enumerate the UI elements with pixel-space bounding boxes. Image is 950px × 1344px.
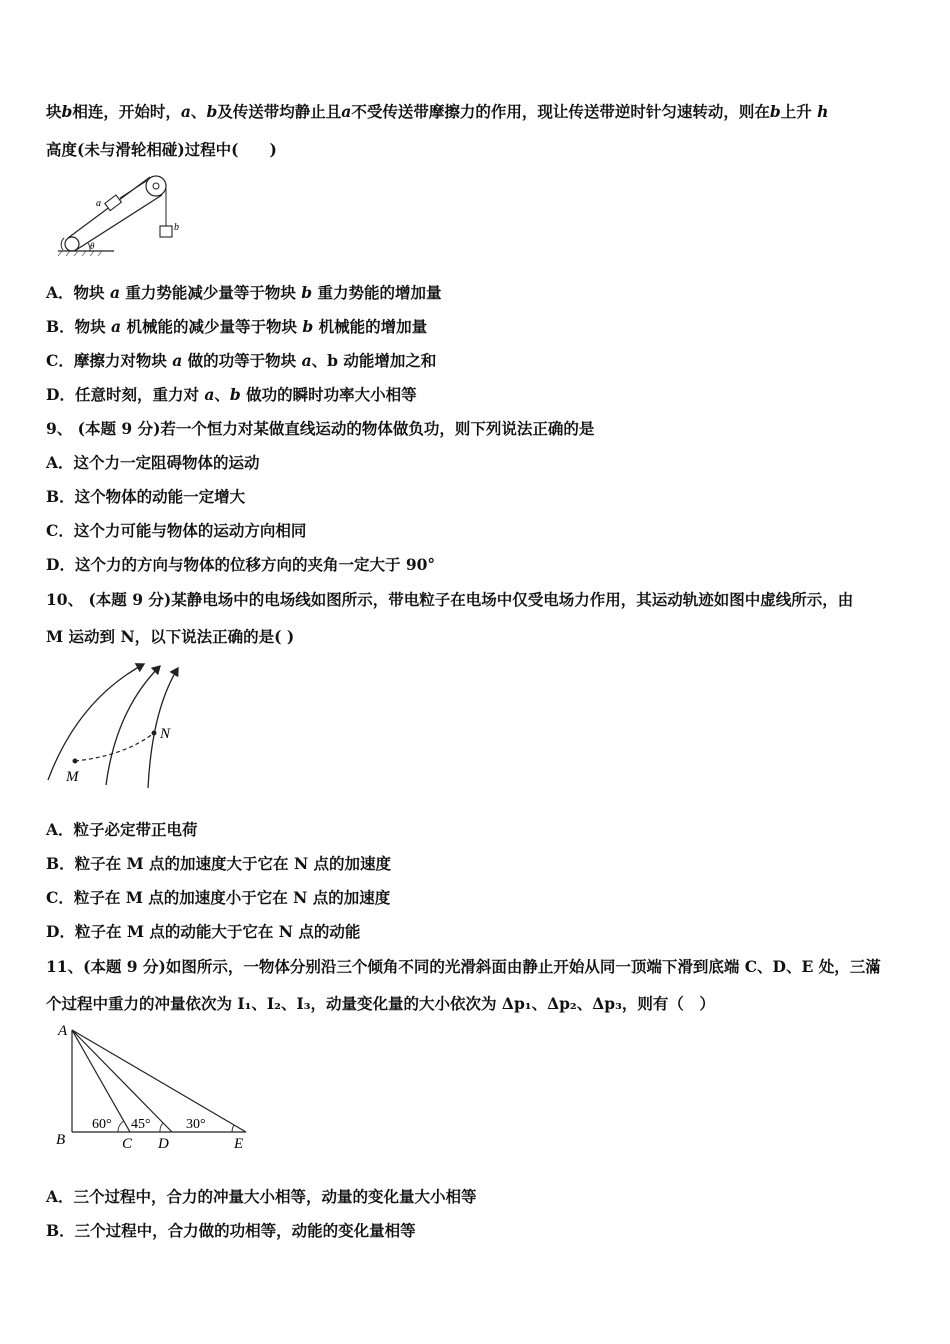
q11-option-a: A．三个过程中，合力的冲量大小相等，动量的变化量大小相等 — [46, 1187, 477, 1206]
q8-option-d: D．任意时刻，重力对 a、b 做功的瞬时功率大小相等 — [46, 385, 417, 404]
text-run: 相连，开始时， — [72, 102, 181, 121]
incline-45 — [72, 1030, 172, 1132]
label-45: 45° — [131, 1117, 151, 1132]
label-theta: θ — [90, 241, 95, 251]
label-m: M — [66, 769, 79, 785]
upper-pulley-axle — [153, 183, 159, 189]
rope-a — [120, 180, 148, 198]
q10-stem-line1: 10、 (本题 9 分)某静电场中的电场线如图所示，带电粒子在电场中仅受电场力作用，其运动轨迹如图中虚线所示，由 — [46, 590, 854, 609]
rotation-arc — [61, 238, 64, 250]
q8-option-a: A．物块 a 重力势能减少量等于物块 b 重力势能的增加量 — [46, 283, 442, 302]
q10-field-lines-figure — [44, 660, 194, 790]
var-h: h — [817, 102, 829, 121]
q10-option-d: D．粒子在 M 点的动能大于它在 N 点的动能 — [46, 922, 361, 941]
label-60: 60° — [92, 1117, 112, 1132]
q10-option-b: B．粒子在 M 点的加速度大于它在 N 点的加速度 — [46, 854, 392, 873]
text-run: 、 — [190, 102, 207, 121]
block-b — [160, 226, 172, 237]
label-b: b — [174, 222, 179, 233]
q11-stem-line2: 个过程中重力的冲量依次为 I₁、I₂、I₃，动量变化量的大小依次为 Δp₁、Δp₂、Δp₃，则有（ ） — [46, 994, 715, 1013]
text-run: 及传送带均静止且 — [217, 102, 342, 121]
ground-hatch — [58, 251, 102, 256]
q8-stem-line1 — [46, 102, 910, 122]
q9-option-c: C．这个力可能与物体的运动方向相同 — [46, 521, 307, 540]
q10-stem-line2: M 运动到 N，以下说法正确的是( ) — [46, 627, 295, 646]
field-line-1 — [48, 664, 144, 780]
label-e: E — [234, 1136, 244, 1152]
q9-option-b: B．这个物体的动能一定增大 — [46, 487, 246, 506]
label-30: 30° — [186, 1117, 206, 1132]
q11-inclines-figure — [44, 1020, 264, 1155]
label-a: A — [58, 1023, 68, 1039]
label-a: a — [96, 198, 101, 209]
label-b: B — [56, 1132, 66, 1148]
q11-option-b: B．三个过程中，合力做的功相等，动能的变化量相等 — [46, 1221, 416, 1240]
upper-pulley — [146, 176, 166, 196]
text-run: 块 — [46, 102, 62, 121]
q8-option-b: B．物块 a 机械能的减少量等于物块 b 机械能的增加量 — [46, 317, 428, 336]
arc-30 — [232, 1125, 234, 1132]
q8-conveyor-figure — [52, 168, 192, 258]
trajectory-dashed — [75, 733, 154, 761]
q8-stem-line2: 高度(未与滑轮相碰)过程中( ) — [46, 140, 277, 159]
var-b: b — [61, 102, 73, 121]
q10-option-c: C．粒子在 M 点的加速度小于它在 N 点的加速度 — [46, 888, 391, 907]
q11-stem-line1: 11、(本题 9 分)如图所示，一物体分别沿三个倾角不同的光滑斜面由静止开始从同一顶端下滑到底端 C、D、E 处，三滿 — [46, 957, 881, 976]
text-run: 上升 — [780, 102, 812, 121]
point-m — [73, 759, 78, 764]
q9-option-a: A．这个力一定阻碍物体的运动 — [46, 453, 260, 472]
q8-option-c: C．摩擦力对物块 a 做的功等于物块 a、b 动能增加之和 — [46, 351, 437, 370]
var-b: b — [769, 102, 781, 121]
label-c: C — [122, 1136, 133, 1152]
text-run: 不受传送带摩擦力的作用，现让传送带逆时针匀速转动，则在 — [351, 102, 770, 121]
var-a: a — [341, 102, 352, 121]
arc-60 — [118, 1121, 124, 1132]
point-n — [152, 731, 157, 736]
q9-stem: 9、 (本题 9 分)若一个恒力对某做直线运动的物体做负功，则下列说法正确的是 — [46, 419, 595, 438]
arc-45 — [160, 1123, 163, 1132]
q10-option-a: A．粒子必定带正电荷 — [46, 820, 198, 839]
label-n: N — [160, 726, 171, 742]
var-b: b — [206, 102, 218, 121]
var-a: a — [180, 102, 191, 121]
label-d: D — [158, 1136, 169, 1152]
q9-option-d: D．这个力的方向与物体的位移方向的夹角一定大于 90° — [46, 555, 436, 574]
